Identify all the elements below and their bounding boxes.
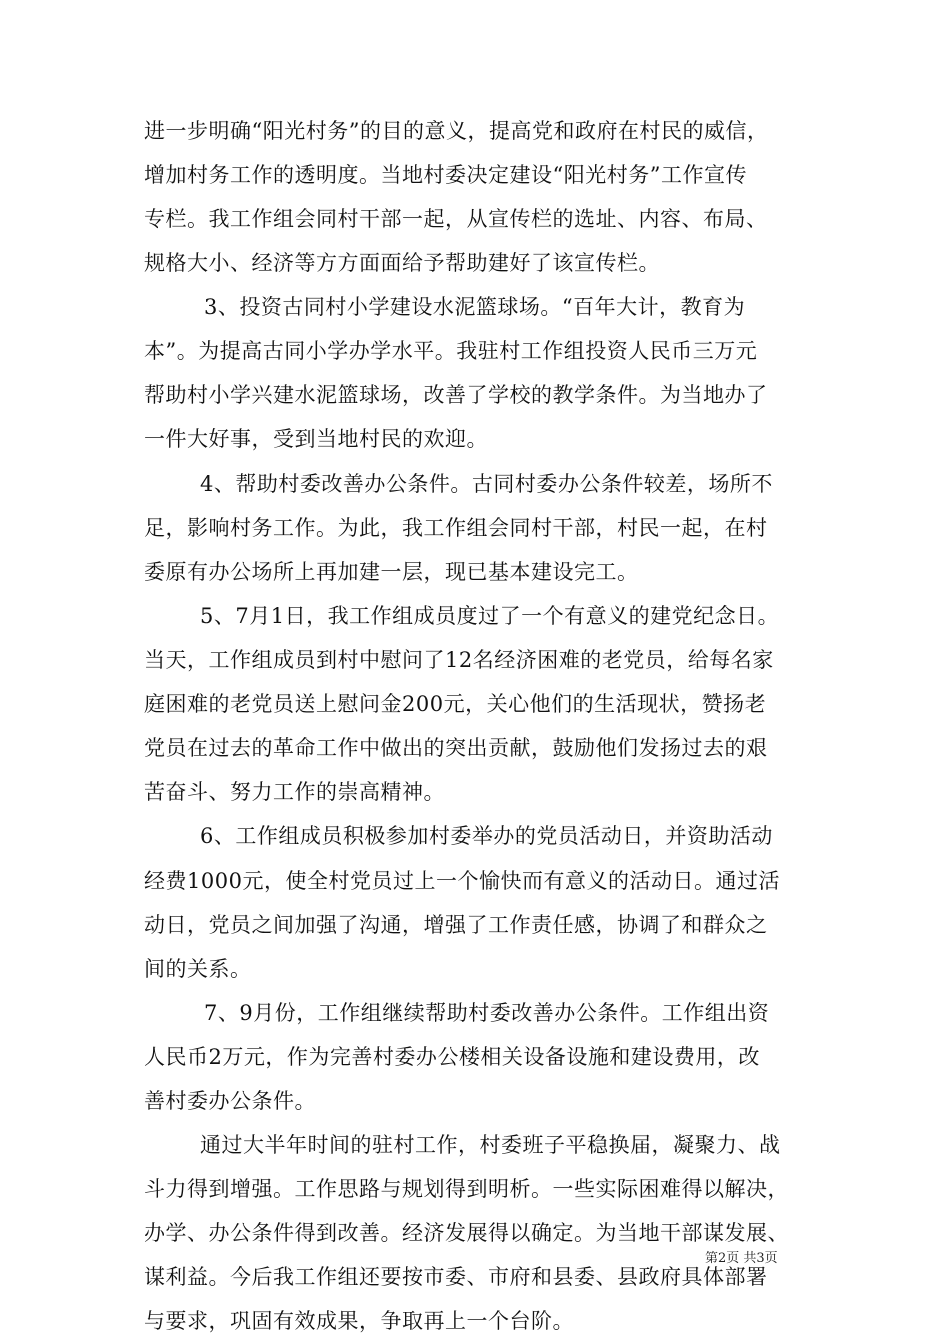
text-line: 人民币2万元，作为完善村委办公楼相关设备设施和建设费用，改 [144,1045,760,1069]
text-line: 善村委办公条件。 [144,1089,316,1113]
text-line: 7、9月份，工作组继续帮助村委改善办公条件。工作组出资 [204,1001,770,1025]
text-line: 党员在过去的革命工作中做出的突出贡献，鼓励他们发扬过去的艰 [144,736,768,760]
text-line: 与要求，巩固有效成果，争取再上一个台阶。 [144,1309,574,1333]
text-line: 苦奋斗、努力工作的崇高精神。 [144,780,445,804]
text-line: 间的关系。 [144,957,252,981]
text-line: 谋利益。今后我工作组还要按市委、市府和县委、县政府具体部署 [144,1265,768,1289]
text-line: 斗力得到增强。工作思路与规划得到明析。一些实际困难得以解决， [144,1177,789,1201]
text-line: 增加村务工作的透明度。当地村委决定建设“阳光村务”工作宣传 [144,163,747,187]
page-number-footer: 第2页 共3页 [705,1251,778,1266]
text-line: 庭困难的老党员送上慰问金200元，关心他们的生活现状，赞扬老 [144,692,767,716]
text-line: 本”。为提高古同小学办学水平。我驻村工作组投资人民币三万元 [144,339,758,363]
text-line: 6、工作组成员积极参加村委举办的党员活动日，并资助活动 [200,824,773,848]
text-line: 足，影响村务工作。为此，我工作组会同村干部，村民一起，在村 [144,516,768,540]
text-line: 办学、办公条件得到改善。经济发展得以确定。为当地干部谋发展、 [144,1221,789,1245]
text-line: 规格大小、经济等方方面面给予帮助建好了该宣传栏。 [144,251,660,275]
text-line: 帮助村小学兴建水泥篮球场，改善了学校的教学条件。为当地办了 [144,383,768,407]
text-line: 5、7月1日，我工作组成员度过了一个有意义的建党纪念日。 [200,604,780,628]
text-line: 动日，党员之间加强了沟通，增强了工作责任感，协调了和群众之 [144,913,768,937]
text-line: 专栏。我工作组会同村干部一起，从宣传栏的选址、内容、布局、 [144,207,768,231]
text-line: 经费1000元，使全村党员过上一个愉快而有意义的活动日。通过活 [144,869,780,893]
text-line: 3、投资古同村小学建设水泥篮球场。“百年大计，教育为 [204,295,746,319]
text-line: 当天，工作组成员到村中慰问了12名经济困难的老党员，给每名家 [144,648,774,672]
text-line: 一件大好事，受到当地村民的欢迎。 [144,427,488,451]
text-line: 4、帮助村委改善办公条件。古同村委办公条件较差，场所不 [200,472,773,496]
text-line: 通过大半年时间的驻村工作，村委班子平稳换届，凝聚力、战 [200,1133,781,1157]
text-line: 进一步明确“阳光村务”的目的意义，提高党和政府在村民的威信， [144,119,769,143]
text-line: 委原有办公场所上再加建一层，现已基本建设完工。 [144,560,639,584]
